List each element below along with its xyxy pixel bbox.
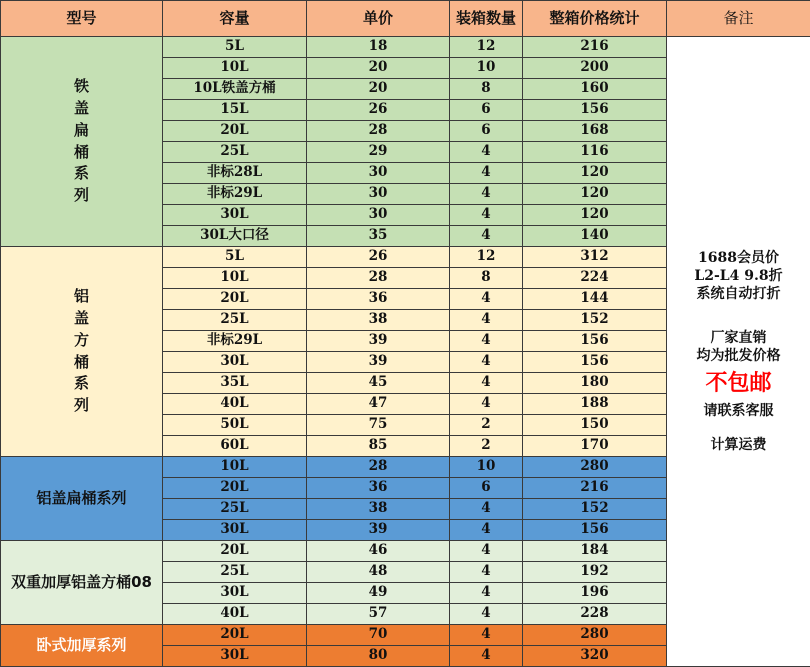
box-qty-cell: 4	[450, 205, 523, 226]
box-qty-cell: 4	[450, 352, 523, 373]
notes-panel	[667, 249, 810, 455]
box-qty-cell: 6	[450, 100, 523, 121]
unit-price-cell: 28	[307, 121, 450, 142]
box-qty-cell: 4	[450, 394, 523, 415]
unit-price-cell: 38	[307, 310, 450, 331]
header-notes: 备注	[667, 1, 810, 37]
capacity-cell: 25L	[163, 499, 307, 520]
unit-price-cell: 38	[307, 499, 450, 520]
box-total-cell: 140	[523, 226, 667, 247]
capacity-cell: 10L	[163, 58, 307, 79]
series-name	[1, 541, 163, 625]
factory-direct-line: 厂家直销	[710, 330, 767, 347]
contact-service-line: 请联系客服	[703, 403, 774, 420]
unit-price-cell: 46	[307, 541, 450, 562]
box-total-cell: 196	[523, 583, 667, 604]
table-body	[1, 37, 810, 667]
box-qty-cell: 4	[450, 226, 523, 247]
box-total-cell: 150	[523, 415, 667, 436]
unit-price-cell: 18	[307, 37, 450, 58]
unit-price-cell: 75	[307, 415, 450, 436]
notes-cell	[667, 37, 810, 667]
box-total-cell: 228	[523, 604, 667, 625]
box-total-cell: 192	[523, 562, 667, 583]
member-price-line: 1688会员价	[698, 249, 779, 266]
box-total-cell: 156	[523, 100, 667, 121]
unit-price-cell: 57	[307, 604, 450, 625]
capacity-cell: 非标29L	[163, 331, 307, 352]
unit-price-cell: 48	[307, 562, 450, 583]
box-total-cell: 188	[523, 394, 667, 415]
box-qty-cell: 4	[450, 499, 523, 520]
unit-price-cell: 29	[307, 142, 450, 163]
unit-price-cell: 28	[307, 268, 450, 289]
box-qty-cell: 4	[450, 583, 523, 604]
box-total-cell: 312	[523, 247, 667, 268]
series-name-label: 卧式加厚系列	[36, 635, 127, 654]
capacity-cell: 40L	[163, 604, 307, 625]
series-name	[1, 625, 163, 667]
box-qty-cell: 4	[450, 331, 523, 352]
unit-price-cell: 49	[307, 583, 450, 604]
unit-price-cell: 39	[307, 520, 450, 541]
box-total-cell: 160	[523, 79, 667, 100]
capacity-cell: 25L	[163, 142, 307, 163]
capacity-cell: 30L	[163, 583, 307, 604]
capacity-cell: 5L	[163, 247, 307, 268]
capacity-cell: 非标29L	[163, 184, 307, 205]
header-capacity: 容量	[163, 1, 307, 37]
box-qty-cell: 12	[450, 37, 523, 58]
unit-price-cell: 85	[307, 436, 450, 457]
box-qty-cell: 8	[450, 268, 523, 289]
box-total-cell: 120	[523, 184, 667, 205]
box-total-cell: 120	[523, 163, 667, 184]
capacity-cell: 5L	[163, 37, 307, 58]
capacity-cell: 60L	[163, 436, 307, 457]
unit-price-cell: 30	[307, 163, 450, 184]
unit-price-cell: 26	[307, 247, 450, 268]
box-qty-cell: 4	[450, 163, 523, 184]
box-total-cell: 144	[523, 289, 667, 310]
box-qty-cell: 4	[450, 373, 523, 394]
box-qty-cell: 6	[450, 478, 523, 499]
unit-price-cell: 45	[307, 373, 450, 394]
unit-price-cell: 20	[307, 58, 450, 79]
box-total-cell: 280	[523, 457, 667, 478]
box-qty-cell: 4	[450, 520, 523, 541]
series-name-label: 铝盖方桶系列	[73, 287, 89, 414]
box-total-cell: 216	[523, 37, 667, 58]
header-model: 型号	[1, 1, 163, 37]
series-name	[1, 247, 163, 457]
series-name	[1, 37, 163, 247]
box-total-cell: 280	[523, 625, 667, 646]
box-total-cell: 156	[523, 520, 667, 541]
box-total-cell: 184	[523, 541, 667, 562]
table-row	[1, 37, 810, 58]
box-qty-cell: 4	[450, 289, 523, 310]
capacity-cell: 35L	[163, 373, 307, 394]
capacity-cell: 50L	[163, 415, 307, 436]
box-total-cell: 120	[523, 205, 667, 226]
header-box-total: 整箱价格统计	[523, 1, 667, 37]
box-total-cell: 156	[523, 352, 667, 373]
box-total-cell: 224	[523, 268, 667, 289]
box-total-cell: 152	[523, 310, 667, 331]
unit-price-cell: 80	[307, 646, 450, 667]
capacity-cell: 10L铁盖方桶	[163, 79, 307, 100]
capacity-cell: 20L	[163, 121, 307, 142]
no-free-shipping: 不包邮	[705, 370, 772, 397]
box-qty-cell: 10	[450, 457, 523, 478]
unit-price-cell: 36	[307, 478, 450, 499]
box-qty-cell: 4	[450, 310, 523, 331]
header-box-qty: 装箱数量	[450, 1, 523, 37]
box-total-cell: 180	[523, 373, 667, 394]
capacity-cell: 20L	[163, 478, 307, 499]
box-qty-cell: 4	[450, 604, 523, 625]
box-total-cell: 116	[523, 142, 667, 163]
box-qty-cell: 4	[450, 625, 523, 646]
series-name-label: 铝盖扁桶系列	[36, 488, 127, 507]
capacity-cell: 40L	[163, 394, 307, 415]
capacity-cell: 10L	[163, 457, 307, 478]
auto-discount-line: 系统自动打折	[696, 285, 781, 302]
box-total-cell: 168	[523, 121, 667, 142]
unit-price-cell: 28	[307, 457, 450, 478]
unit-price-cell: 70	[307, 625, 450, 646]
freight-line: 计算运费	[710, 437, 767, 454]
box-qty-cell: 4	[450, 184, 523, 205]
unit-price-cell: 35	[307, 226, 450, 247]
unit-price-cell: 30	[307, 205, 450, 226]
capacity-cell: 20L	[163, 289, 307, 310]
capacity-cell: 25L	[163, 310, 307, 331]
box-qty-cell: 2	[450, 415, 523, 436]
box-qty-cell: 8	[450, 79, 523, 100]
unit-price-cell: 47	[307, 394, 450, 415]
box-qty-cell: 2	[450, 436, 523, 457]
unit-price-cell: 30	[307, 184, 450, 205]
capacity-cell: 30L大口径	[163, 226, 307, 247]
box-qty-cell: 4	[450, 142, 523, 163]
unit-price-cell: 36	[307, 289, 450, 310]
capacity-cell: 20L	[163, 625, 307, 646]
box-qty-cell: 4	[450, 646, 523, 667]
capacity-cell: 15L	[163, 100, 307, 121]
discount-line: L2-L4 9.8折	[694, 267, 783, 284]
capacity-cell: 20L	[163, 541, 307, 562]
series-name	[1, 457, 163, 541]
capacity-cell: 25L	[163, 562, 307, 583]
box-total-cell: 320	[523, 646, 667, 667]
series-name-label: 双重加厚铝盖方桶08	[11, 572, 152, 591]
header-unit-price: 单价	[307, 1, 450, 37]
box-total-cell: 170	[523, 436, 667, 457]
unit-price-cell: 20	[307, 79, 450, 100]
box-total-cell: 216	[523, 478, 667, 499]
capacity-cell: 30L	[163, 520, 307, 541]
unit-price-cell: 39	[307, 331, 450, 352]
box-total-cell: 152	[523, 499, 667, 520]
box-qty-cell: 4	[450, 562, 523, 583]
unit-price-cell: 39	[307, 352, 450, 373]
series-name-label: 铁盖扁桶系列	[73, 77, 89, 204]
capacity-cell: 30L	[163, 205, 307, 226]
unit-price-cell: 26	[307, 100, 450, 121]
box-qty-cell: 10	[450, 58, 523, 79]
capacity-cell: 非标28L	[163, 163, 307, 184]
box-total-cell: 200	[523, 58, 667, 79]
wholesale-line: 均为批发价格	[696, 348, 781, 365]
box-total-cell: 156	[523, 331, 667, 352]
box-qty-cell: 6	[450, 121, 523, 142]
box-qty-cell: 4	[450, 541, 523, 562]
capacity-cell: 30L	[163, 646, 307, 667]
box-qty-cell: 12	[450, 247, 523, 268]
header-row	[1, 1, 810, 37]
capacity-cell: 10L	[163, 268, 307, 289]
capacity-cell: 30L	[163, 352, 307, 373]
